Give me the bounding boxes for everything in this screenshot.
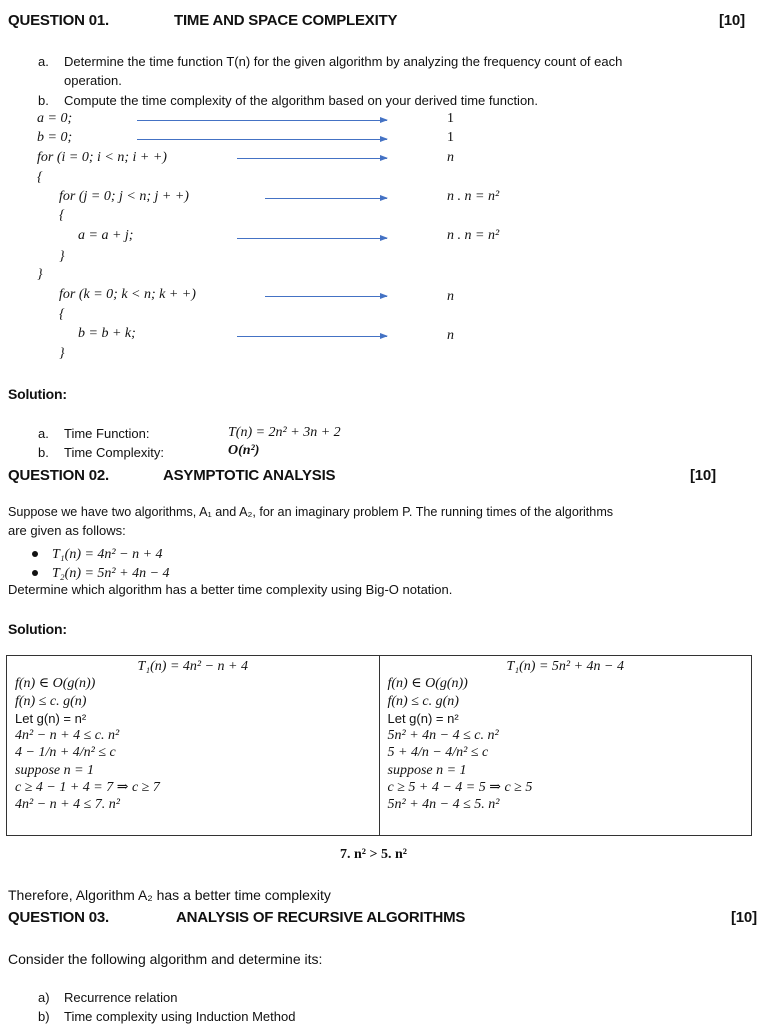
right-line: 5 + 4/n − 4/n² ≤ c bbox=[387, 745, 489, 761]
q3-item-b-text: Time complexity using Induction Method bbox=[64, 1009, 296, 1024]
q3-intro: Consider the following algorithm and determine its: bbox=[8, 951, 323, 967]
code-cost: n bbox=[447, 150, 454, 165]
q2-conclusion: Therefore, Algorithm A₂ has a better time complexity bbox=[8, 887, 331, 903]
left-line: 4n² − n + 4 ≤ c. n² bbox=[15, 728, 120, 744]
right-line: c ≥ 5 + 4 − 4 = 5 ⇒ c ≥ 5 bbox=[387, 780, 533, 796]
code-line: } bbox=[59, 346, 65, 361]
code-line: b = b + k; bbox=[78, 326, 136, 341]
q1-time-complexity: O(n²) bbox=[228, 443, 260, 458]
arrow-icon bbox=[237, 238, 387, 239]
q1-sol-a-label: a. bbox=[38, 426, 49, 441]
q1-solution-label: Solution: bbox=[8, 386, 67, 402]
right-line: Let g(n) = n² bbox=[387, 710, 459, 726]
code-line: for (i = 0; i < n; i + +) bbox=[37, 150, 167, 165]
code-cost: n . n = n² bbox=[447, 189, 500, 204]
code-line: for (k = 0; k < n; k + +) bbox=[59, 287, 196, 302]
left-heading: T₁(n) = 4n² − n + 4 bbox=[137, 659, 249, 674]
code-line: } bbox=[37, 267, 43, 282]
q1-part-a-text: Determine the time function T(n) for the given algorithm by analyzing the frequency count of each bbox=[64, 54, 623, 69]
arrow-icon bbox=[265, 296, 387, 297]
code-line: b = 0; bbox=[37, 130, 73, 145]
bullet-text: T₁(n) = 4n² − n + 4 bbox=[52, 547, 163, 562]
q1-sol-b-label: b. bbox=[38, 445, 49, 460]
right-line: f(n) ∈ O(g(n)) bbox=[387, 676, 468, 692]
code-cost: n bbox=[447, 289, 454, 304]
code-line: a = 0; bbox=[37, 111, 73, 126]
bullet-icon bbox=[32, 551, 38, 557]
code-line: { bbox=[59, 208, 65, 223]
code-cost: n bbox=[447, 328, 454, 343]
q2-comparison: 7. n² > 5. n² bbox=[340, 847, 407, 862]
left-line: Let g(n) = n² bbox=[15, 710, 87, 726]
q3-title: ANALYSIS OF RECURSIVE ALGORITHMS bbox=[176, 909, 466, 926]
left-line: 4n² − n + 4 ≤ 7. n² bbox=[15, 797, 120, 813]
q2-marks: [10] bbox=[690, 467, 716, 484]
code-cost: n . n = n² bbox=[447, 228, 500, 243]
code-line: a = a + j; bbox=[78, 228, 134, 243]
right-line: 5n² + 4n − 4 ≤ c. n² bbox=[387, 728, 499, 744]
code-cost: 1 bbox=[447, 111, 454, 126]
code-line: } bbox=[59, 249, 65, 264]
bullet-icon bbox=[32, 570, 38, 576]
left-line: suppose n = 1 bbox=[15, 762, 95, 778]
q1-part-b-text: Compute the time complexity of the algorithm based on your derived time function. bbox=[64, 93, 539, 108]
right-line: 5n² + 4n − 4 ≤ 5. n² bbox=[387, 797, 500, 813]
q3-marks: [10] bbox=[731, 909, 757, 926]
left-line: f(n) ∈ O(g(n)) bbox=[15, 676, 96, 692]
q1-part-a-label: a. bbox=[38, 54, 49, 69]
q2-intro-2: are given as follows: bbox=[8, 523, 126, 538]
q2-bullet-list bbox=[32, 543, 170, 581]
right-line: f(n) ≤ c. g(n) bbox=[387, 693, 459, 709]
arrow-icon bbox=[137, 120, 387, 121]
q3-item-a-text: Recurrence relation bbox=[64, 990, 178, 1005]
q2-intro-1: Suppose we have two algorithms, A₁ and A₂, for an imaginary problem P. The running times of the algorithms bbox=[8, 505, 614, 519]
q2-solution-label: Solution: bbox=[8, 621, 67, 637]
q3-item-a-label: a) bbox=[38, 990, 50, 1005]
q1-part-a-text-2: operation. bbox=[64, 73, 122, 88]
code-cost: 1 bbox=[447, 130, 454, 145]
code-line: { bbox=[59, 307, 65, 322]
table-row bbox=[7, 656, 752, 836]
q2-solution-table bbox=[6, 655, 752, 836]
list-item bbox=[32, 543, 170, 562]
q2-question: Determine which algorithm has a better time complexity using Big-O notation. bbox=[8, 582, 453, 597]
right-heading: T₁(n) = 5n² + 4n − 4 bbox=[506, 659, 625, 674]
q1-sol-b-text: Time Complexity: bbox=[64, 445, 164, 460]
q2-title: ASYMPTOTIC ANALYSIS bbox=[163, 467, 336, 484]
q1-part-b-label: b. bbox=[38, 93, 49, 108]
code-line: { bbox=[37, 170, 43, 185]
q3-number: QUESTION 03. bbox=[8, 909, 109, 926]
right-line: suppose n = 1 bbox=[387, 762, 467, 778]
arrow-icon bbox=[237, 336, 387, 337]
left-line: c ≥ 4 − 1 + 4 = 7 ⇒ c ≥ 7 bbox=[15, 780, 160, 796]
q2-number: QUESTION 02. bbox=[8, 467, 109, 484]
bullet-text: T₂(n) = 5n² + 4n − 4 bbox=[52, 566, 170, 581]
solution-right-cell bbox=[379, 656, 752, 836]
left-line: 4 − 1/n + 4/n² ≤ c bbox=[15, 745, 116, 761]
arrow-icon bbox=[265, 198, 387, 199]
arrow-icon bbox=[237, 158, 387, 159]
code-line: for (j = 0; j < n; j + +) bbox=[59, 189, 189, 204]
q1-marks: [10] bbox=[719, 12, 745, 29]
q3-item-b-label: b) bbox=[38, 1009, 50, 1024]
arrow-icon bbox=[137, 139, 387, 140]
list-item bbox=[32, 562, 170, 581]
q1-time-function: T(n) = 2n² + 3n + 2 bbox=[228, 425, 341, 440]
q1-sol-a-text: Time Function: bbox=[64, 426, 150, 441]
q1-number: QUESTION 01. bbox=[8, 12, 109, 29]
left-line: f(n) ≤ c. g(n) bbox=[15, 693, 87, 709]
q1-title: TIME AND SPACE COMPLEXITY bbox=[174, 12, 398, 29]
solution-left-cell bbox=[7, 656, 380, 836]
